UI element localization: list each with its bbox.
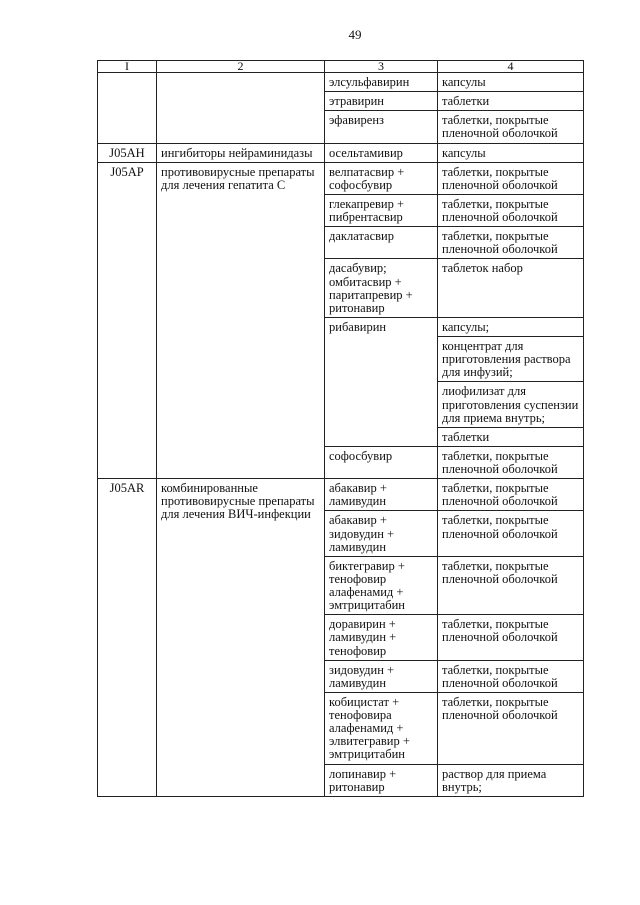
group-name: комбинированные противовирусные препараты для лечения ВИЧ-инфекции xyxy=(157,479,325,797)
dosage-form: таблеток набор xyxy=(438,259,584,318)
dosage-form: таблетки, покрытые пленочной оболочкой xyxy=(438,479,584,511)
group-name-cell xyxy=(157,73,325,144)
drug-name: элсульфавирин xyxy=(325,73,438,92)
column-number: I xyxy=(98,61,157,73)
drug-name: глекапревир + пибрентасвир xyxy=(325,194,438,226)
dosage-form: капсулы xyxy=(438,73,584,92)
drug-name: абакавир + зидовудин + ламивудин xyxy=(325,511,438,556)
drug-name: кобицистат + тенофовира алафенамид + элвитегравир + эмтрицитабин xyxy=(325,692,438,764)
dosage-form: концентрат для приготовления раствора для инфузий; xyxy=(438,337,583,382)
dosage-form: таблетки, покрытые пленочной оболочкой xyxy=(438,556,584,615)
drug-name: велпатасвир + софосбувир xyxy=(325,162,438,194)
column-number: 4 xyxy=(438,61,584,73)
dosage-form: таблетки, покрытые пленочной оболочкой xyxy=(438,227,584,259)
drug-name: этравирин xyxy=(325,92,438,111)
drug-name: даклатасвир xyxy=(325,227,438,259)
dosage-form: таблетки, покрытые пленочной оболочкой xyxy=(438,446,584,478)
drug-name: рибавирин xyxy=(325,317,438,446)
dosage-form: таблетки, покрытые пленочной оболочкой xyxy=(438,660,584,692)
dosage-form: раствор для приема внутрь; xyxy=(438,764,584,796)
dosage-form: таблетки xyxy=(442,429,490,444)
dosage-form: таблетки, покрытые пленочной оболочкой xyxy=(438,615,584,660)
dosage-form: таблетки, покрытые пленочной оболочкой xyxy=(438,511,584,556)
drug-name: абакавир + ламивудин xyxy=(325,479,438,511)
drug-name: осельтамивир xyxy=(325,143,438,162)
table-row xyxy=(98,479,584,511)
drug-name: доравирин + ламивудин + тенофовир xyxy=(325,615,438,660)
table-row xyxy=(98,162,584,194)
dosage-form-list xyxy=(438,317,584,446)
atc-code-cell xyxy=(98,73,157,144)
drug-name: биктегравир + тенофовир алафенамид + эмтрицитабин xyxy=(325,556,438,615)
group-name: противовирусные препараты для лечения гепатита С xyxy=(157,162,325,479)
dosage-form: таблетки, покрытые пленочной оболочкой xyxy=(438,162,584,194)
table-row xyxy=(98,143,584,162)
drug-name: софосбувир xyxy=(325,446,438,478)
table-row xyxy=(98,73,584,92)
group-name: ингибиторы нейраминидазы xyxy=(157,143,325,162)
atc-code: J05AP xyxy=(98,162,157,479)
dosage-form: лиофилизат для приготовления суспензии для приема внутрь; xyxy=(438,382,583,427)
dosage-form: капсулы xyxy=(438,143,584,162)
dosage-form: таблетки, покрытые пленочной оболочкой xyxy=(438,194,584,226)
column-number-row xyxy=(98,61,584,73)
dosage-form: таблетки xyxy=(438,92,584,111)
medication-table xyxy=(97,60,584,797)
page-number: 49 xyxy=(348,27,362,42)
drug-name: лопинавир + ритонавир xyxy=(325,764,438,796)
drug-name: зидовудин + ламивудин xyxy=(325,660,438,692)
drug-name: дасабувир; омбитасвир + паритапревир + ритонавир xyxy=(325,259,438,318)
dosage-form: капсулы; xyxy=(438,318,583,337)
dosage-form: таблетки, покрытые пленочной оболочкой xyxy=(438,111,584,143)
column-number: 2 xyxy=(157,61,325,73)
column-number: 3 xyxy=(325,61,438,73)
atc-code: J05AR xyxy=(98,479,157,797)
dosage-form: таблетки, покрытые пленочной оболочкой xyxy=(438,692,584,764)
atc-code: J05AH xyxy=(98,143,157,162)
drug-name: эфавиренз xyxy=(325,111,438,143)
